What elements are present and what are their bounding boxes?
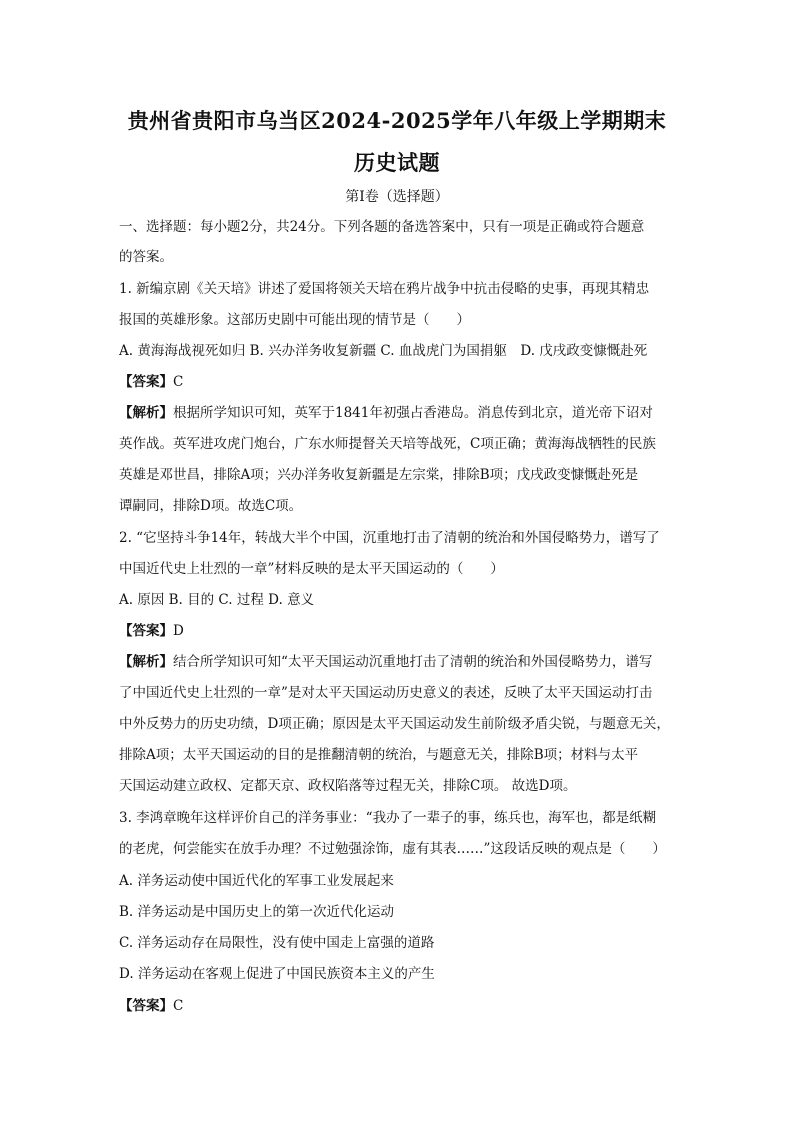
answer-tag: 【答案】 [119, 623, 173, 639]
volume-heading: 第Ⅰ卷（选择题） [345, 189, 449, 205]
question-1-analysis [119, 403, 679, 423]
question-1-analysis-line: 英作战。英军进攻虎门炮台，广东水师提督关天培等战死，C项正确；黄海海战牺牲的民族 [119, 436, 656, 452]
question-2-analysis-line: 了中国近代史上壮烈的一章”是对太平天国运动历史意义的表述，反映了太平天国运动打击 [119, 685, 653, 701]
answer-value: C [173, 998, 184, 1014]
analysis-text: 结合所学知识可知“太平天国运动沉重地打击了清朝的统治和外国侵略势力，谱写 [173, 654, 653, 670]
answer-value: D [173, 623, 184, 639]
question-3-stem: 3. 李鸿章晚年这样评价自己的洋务事业：“我办了一辈子的事，练兵也，海军也，都是纸糊 [119, 810, 657, 826]
analysis-tag: 【解析】 [119, 405, 173, 421]
question-3-option-d: D. 洋务运动在客观上促进了中国民族资本主义的产生 [119, 966, 435, 982]
question-1-answer [119, 372, 679, 392]
question-3-option-a: A. 洋务运动使中国近代化的军事工业发展起来 [119, 873, 394, 889]
question-3-answer [119, 996, 679, 1016]
question-2-stem: 2. “它坚持斗争14年，转战大半个中国，沉重地打击了清朝的统治和外国侵略势力，谱写了 [119, 530, 660, 546]
answer-tag: 【答案】 [119, 998, 173, 1014]
question-2-stem-cont: 中国近代史上壮烈的一章”材料反映的是太平天国运动的（ ） [119, 561, 504, 577]
question-2-analysis [119, 652, 679, 672]
question-1-stem-cont: 报国的英雄形象。这部历史剧中可能出现的情节是（ ） [119, 312, 470, 328]
question-2-analysis-line: 排除A项；太平天国运动的目的是推翻清朝的统治，与题意无关，排除B项；材料与太平 [119, 747, 639, 763]
question-2-analysis-line: 天国运动建立政权、定都天京、政权陷落等过程无关，排除C项。 故选D项。 [119, 778, 577, 794]
question-2-options: A. 原因 B. 目的 C. 过程 D. 意义 [119, 592, 315, 608]
question-1-analysis-line: 英雄是邓世昌，排除A项；兴办洋务收复新疆是左宗棠，排除B项；戊戌政变慷慨赴死是 [119, 467, 639, 483]
analysis-text: 根据所学知识可知，英军于1841年初强占香港岛。消息传到北京，道光帝下诏对 [173, 405, 653, 421]
exam-title: 贵州省贵阳市乌当区2024-2025学年八年级上学期期末 [127, 108, 667, 133]
answer-tag: 【答案】 [119, 374, 173, 390]
question-1-analysis-line: 谭嗣同，排除D项。故选C项。 [119, 498, 303, 514]
question-2-analysis-line: 中外反势力的历史功绩，D项正确；原因是太平天国运动发生前阶级矛盾尖锐，与题意无关， [119, 716, 670, 732]
question-1-stem: 1. 新编京剧《关天培》讲述了爱国将领关天培在鸦片战争中抗击侵略的史事，再现其精忠 [119, 281, 650, 297]
section-instructions-cont: 的答案。 [119, 249, 173, 265]
exam-subject: 历史试题 [354, 150, 440, 175]
question-2-answer [119, 621, 679, 641]
question-3-option-c: C. 洋务运动存在局限性，没有使中国走上富强的道路 [119, 935, 435, 951]
section-instructions: 一、选择题：每小题2分，共24分。下列各题的备选答案中，只有一项是正确或符合题意 [119, 219, 645, 235]
question-3-option-b: B. 洋务运动是中国历史上的第一次近代化运动 [119, 904, 395, 920]
analysis-tag: 【解析】 [119, 654, 173, 670]
question-3-stem-cont: 的老虎，何尝能实在放手办理？不过勉强涂饰，虚有其表……”这段话反映的观点是（ ） [119, 841, 666, 857]
answer-value: C [173, 374, 184, 390]
question-1-options: A. 黄海海战视死如归 B. 兴办洋务收复新疆 C. 血战虎门为国捐躯 D. 戊戌政变慷慨赴死 [119, 343, 648, 359]
